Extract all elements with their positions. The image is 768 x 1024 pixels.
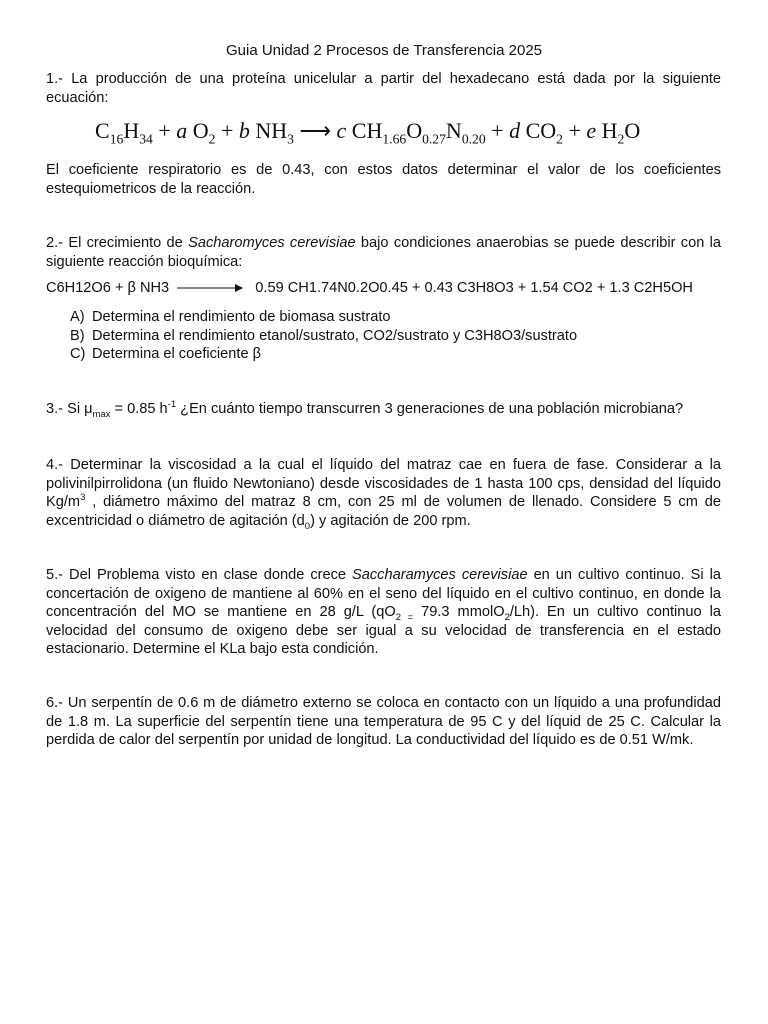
q1-equation: $C_{16}H_{34} + a$ $O_2 + b$ $NH_3$ ⟶ c $CH_{1.66}O_{0.27}N_{0.20} + d$ $CO_2 + e$ $H_2O$: [95, 118, 641, 147]
q5-text: 5.- Del Problema visto en clase donde crece Saccharamyces cerevisiae en un cultivo continuo. Si la concertación de oxigeno de mantiene al 60% en el seno del líquido en el cultivo continuo, en donde la concentración del MO se mantiene en 28 g/L ($qO_{2 =}$ 79.3 mmolO$_2$/Lh). En un cultivo continuo la velocidad del consumo de oxigeno debe ser igual a su velocidad de transferencia en el estado estacionario. Determine el KLa bajo esta condición.: [46, 567, 721, 657]
list-item: C) Determina el coeficiente β: [70, 346, 262, 362]
q1-text: El coeficiente respiratorio es de 0.43, con estos datos determinar el valor de los coeficientes estequiometricos de la reacción.: [46, 162, 721, 197]
q6-text: 6.- Un serpentín de 0.6 m de diámetro externo se coloca en contacto con un líquido a una profundidad de 1.8 m. La superficie del serpentín tiene una temperatura de 95 C y del líquid de 25 C. Calcular la perdida de calor del serpentín por unidad de longitud. La conductividad del líquido es de 0.51 W/mk.: [46, 695, 721, 748]
q2-reaction-right: 0.59 CH1.74N0.2O0.45 + 0.43 C3H8O3 + 1.54 CO2 + 1.3 C2H5OH: [255, 280, 693, 296]
list-item: A) Determina el rendimiento de biomasa sustrato: [70, 309, 391, 325]
q2-reaction-left: C6H12O6 + β NH3: [46, 280, 170, 296]
q2-list: [70, 308, 577, 364]
q2-reaction: [46, 280, 693, 296]
q2-intro: 2.- El crecimiento de Sacharomyces cerevisiae bajo condiciones anaerobias se puede describir con la siguiente reacción bioquímica:: [46, 235, 721, 270]
q1-intro: 1.- La producción de una proteína unicelular a partir del hexadecano está dada por la siguiente ecuación:: [46, 71, 721, 106]
list-item: B) Determina el rendimiento etanol/sustrato, CO2/sustrato y C3H8O3/sustrato: [70, 327, 578, 344]
document-title: Guia Unidad 2 Procesos de Transferencia 2025: [225, 42, 543, 59]
reaction-arrow-icon: [177, 283, 243, 293]
q4-text: 4.- Determinar la viscosidad a la cual el líquido del matraz cae en fuera de fase. Considerar a la polivinilpirrolidona (un fluido Newtoniano) desde viscosidades de 1 hasta 100 cps, densidad del líquido $Kg/m^3$ , diámetro máximo del matraz 8 cm, con 25 ml de volumen de llenado. Considere 5 cm de excentricidad o diámetro de agitación $(d_0)$ y agitación de 200 rpm.: [46, 457, 721, 532]
q3-text: 3.- Si $\mu_{max} = 0.85$ $h^{-1}$ ¿En cuánto tiempo transcurren 3 generaciones de una población microbiana?: [46, 399, 684, 420]
